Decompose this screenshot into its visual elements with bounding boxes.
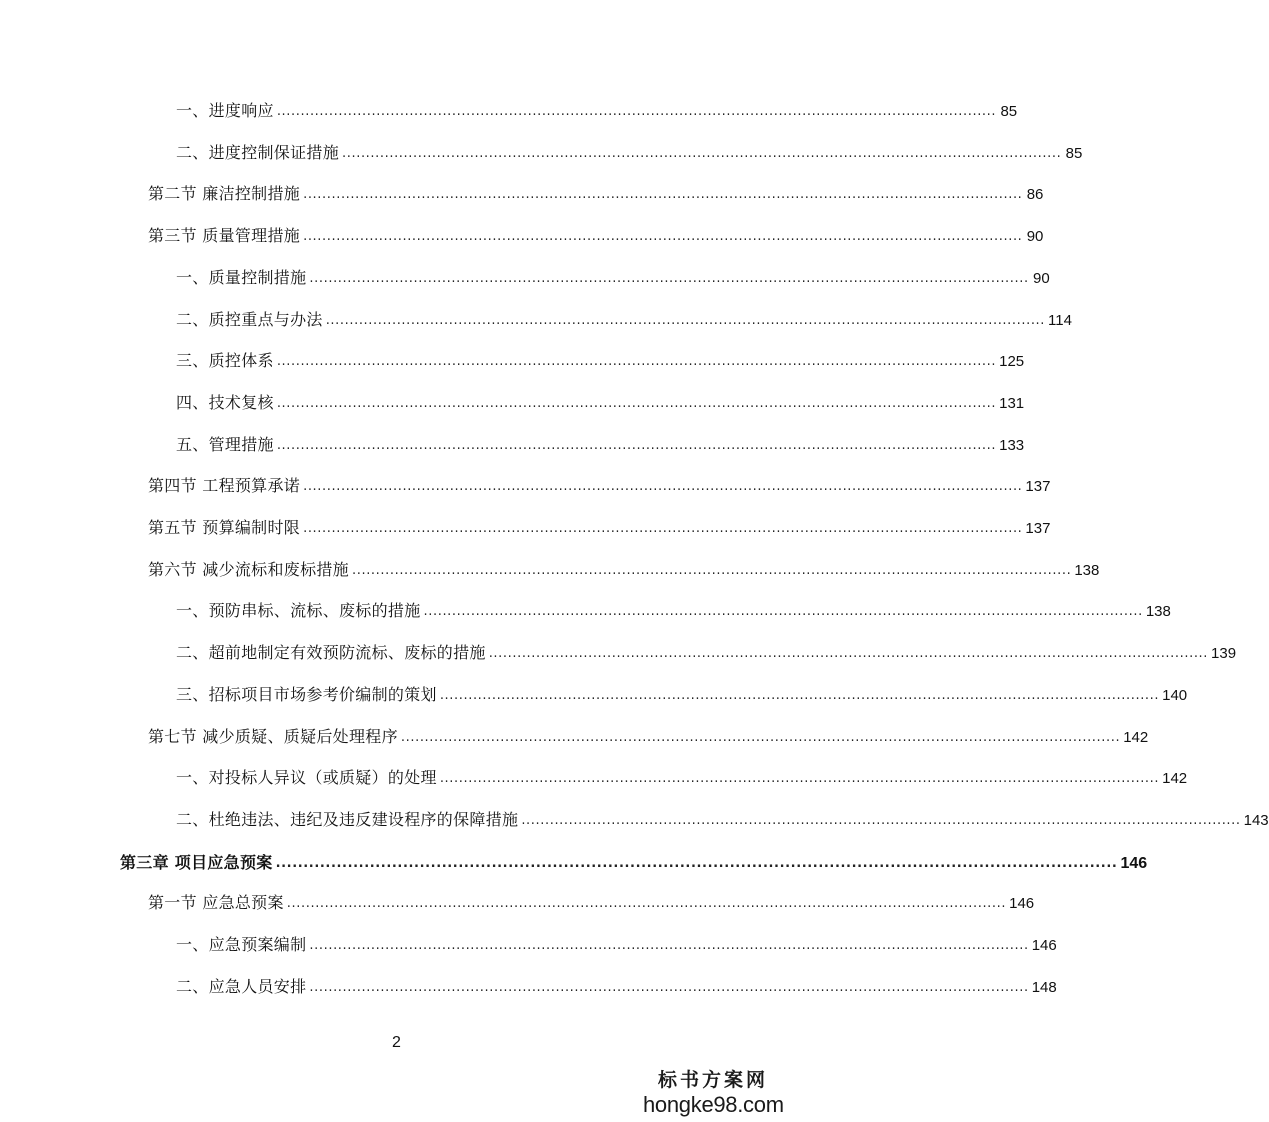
toc-entry-label: 第三章 项目应急预案 bbox=[120, 853, 273, 872]
toc-entry-page-number: 138 bbox=[1145, 603, 1171, 620]
toc-entry-label: 二、应急人员安排 bbox=[176, 977, 307, 996]
toc-subsection-entry[interactable] bbox=[176, 96, 1018, 126]
toc-section-entry[interactable] bbox=[148, 221, 1044, 251]
toc-entry-page-number: 138 bbox=[1074, 562, 1100, 579]
toc-entry-label: 一、预防串标、流标、废标的措施 bbox=[176, 601, 421, 620]
toc-dot-leader: ........................................................................................................................................................ bbox=[276, 396, 997, 411]
toc-subsection-entry[interactable] bbox=[176, 680, 1188, 710]
toc-entry-page-number: 142 bbox=[1123, 729, 1149, 746]
toc-entry-label: 第六节 减少流标和废标措施 bbox=[148, 560, 349, 579]
toc-subsection-entry[interactable] bbox=[176, 263, 1050, 293]
toc-dot-leader: ........................................................................................................................................................ bbox=[400, 730, 1121, 745]
toc-dot-leader: ........................................................................................................................................................ bbox=[521, 813, 1241, 828]
toc-entry-label: 四、技术复核 bbox=[176, 393, 274, 412]
toc-section-entry[interactable] bbox=[148, 513, 1051, 543]
toc-entry-page-number: 148 bbox=[1031, 979, 1057, 996]
toc-dot-leader: ........................................................................................................................................................ bbox=[303, 187, 1023, 202]
toc-entry-page-number: 146 bbox=[1009, 895, 1035, 912]
toc-dot-leader: ........................................................................................................................................................ bbox=[423, 604, 1143, 619]
toc-dot-leader: ........................................................................................................................................................ bbox=[309, 980, 1029, 995]
toc-entry-label: 二、超前地制定有效预防流标、废标的措施 bbox=[176, 643, 486, 662]
toc-subsection-entry[interactable] bbox=[176, 805, 1269, 835]
toc-entry-label: 三、质控体系 bbox=[176, 351, 274, 370]
toc-dot-leader: ........................................................................................................................................................ bbox=[276, 438, 997, 453]
toc-entry-page-number: 131 bbox=[999, 395, 1025, 412]
toc-section-entry[interactable] bbox=[148, 179, 1044, 209]
toc-entry-page-number: 85 bbox=[1065, 145, 1083, 162]
toc-subsection-entry[interactable] bbox=[176, 138, 1083, 168]
toc-entry-label: 一、进度响应 bbox=[176, 101, 274, 120]
toc-dot-leader: ........................................................................................................................................................ bbox=[303, 479, 1023, 494]
toc-entry-label: 第三节 质量管理措施 bbox=[148, 226, 301, 245]
toc-entry-page-number: 133 bbox=[999, 437, 1025, 454]
toc-dot-leader: ........................................................................................................................................................ bbox=[276, 354, 997, 369]
toc-dot-leader: ........................................................................................................................................................ bbox=[303, 229, 1023, 244]
toc-dot-leader: ........................................................................................................................................................ bbox=[303, 521, 1023, 536]
toc-entry-label: 一、对投标人异议（或质疑）的处理 bbox=[176, 768, 437, 787]
toc-subsection-entry[interactable] bbox=[176, 972, 1057, 1002]
watermark-logo bbox=[643, 1068, 783, 1118]
watermark-site-name: 标书方案网 bbox=[657, 1069, 768, 1091]
toc-subsection-entry[interactable] bbox=[176, 596, 1171, 626]
toc-entry-page-number: 90 bbox=[1026, 228, 1044, 245]
toc-dot-leader: ........................................................................................................................................................ bbox=[276, 104, 997, 119]
toc-entry-page-number: 137 bbox=[1025, 478, 1051, 495]
toc-subsection-entry[interactable] bbox=[176, 430, 1025, 460]
toc-dot-leader: ........................................................................................................................................................ bbox=[439, 688, 1160, 703]
toc-subsection-entry[interactable] bbox=[176, 763, 1188, 793]
toc-dot-leader: ........................................................................................................................................................ bbox=[352, 563, 1072, 578]
toc-dot-leader: ........................................................................................................................................................ bbox=[275, 856, 1118, 871]
toc-entry-page-number: 125 bbox=[999, 353, 1025, 370]
toc-subsection-entry[interactable] bbox=[176, 346, 1025, 376]
toc-section-entry[interactable] bbox=[148, 888, 1035, 918]
toc-entry-page-number: 143 bbox=[1243, 812, 1269, 829]
toc-entry-page-number: 139 bbox=[1211, 645, 1237, 662]
toc-entry-label: 第一节 应急总预案 bbox=[148, 893, 284, 912]
toc-subsection-entry[interactable] bbox=[176, 305, 1072, 335]
toc-section-entry[interactable] bbox=[148, 471, 1051, 501]
toc-subsection-entry[interactable] bbox=[176, 388, 1025, 418]
page-number: 2 bbox=[392, 1034, 401, 1051]
toc-dot-leader: ........................................................................................................................................................ bbox=[309, 938, 1029, 953]
toc-entry-label: 二、质控重点与办法 bbox=[176, 310, 323, 329]
toc-entry-page-number: 90 bbox=[1033, 270, 1050, 287]
toc-entry-label: 一、质量控制措施 bbox=[176, 268, 307, 287]
toc-subsection-entry[interactable] bbox=[176, 930, 1057, 960]
toc-chapter-entry[interactable] bbox=[120, 848, 1148, 878]
toc-entry-page-number: 146 bbox=[1031, 937, 1057, 954]
watermark-url: hongke98.com bbox=[643, 1092, 784, 1117]
toc-entry-label: 三、招标项目市场参考价编制的策划 bbox=[176, 685, 437, 704]
toc-dot-leader: ........................................................................................................................................................ bbox=[439, 771, 1160, 786]
toc-entry-label: 第四节 工程预算承诺 bbox=[148, 476, 301, 495]
toc-dot-leader: ........................................................................................................................................................ bbox=[325, 313, 1046, 328]
toc-entry-label: 第二节 廉洁控制措施 bbox=[148, 184, 301, 203]
toc-entry-page-number: 86 bbox=[1026, 186, 1044, 203]
toc-subsection-entry[interactable] bbox=[176, 638, 1237, 668]
toc-dot-leader: ........................................................................................................................................................ bbox=[286, 896, 1007, 911]
toc-entry-label: 五、管理措施 bbox=[176, 435, 274, 454]
toc-dot-leader: ........................................................................................................................................................ bbox=[488, 646, 1209, 661]
toc-entry-page-number: 114 bbox=[1048, 312, 1072, 329]
toc-entry-page-number: 146 bbox=[1120, 855, 1148, 872]
toc-dot-leader: ........................................................................................................................................................ bbox=[342, 146, 1062, 161]
toc-entry-page-number: 142 bbox=[1162, 770, 1188, 787]
toc-entry-page-number: 140 bbox=[1162, 687, 1188, 704]
toc-entry-label: 第五节 预算编制时限 bbox=[148, 518, 301, 537]
toc-entry-label: 一、应急预案编制 bbox=[176, 935, 307, 954]
toc-entry-page-number: 85 bbox=[1000, 103, 1018, 120]
toc-section-entry[interactable] bbox=[148, 555, 1100, 585]
toc-section-entry[interactable] bbox=[148, 722, 1149, 752]
toc-entry-label: 二、进度控制保证措施 bbox=[176, 143, 340, 162]
toc-entry-page-number: 137 bbox=[1025, 520, 1051, 537]
toc-entry-label: 二、杜绝违法、违纪及违反建设程序的保障措施 bbox=[176, 810, 519, 829]
toc-entry-label: 第七节 减少质疑、质疑后处理程序 bbox=[148, 727, 398, 746]
toc-dot-leader: ........................................................................................................................................................ bbox=[309, 271, 1029, 286]
